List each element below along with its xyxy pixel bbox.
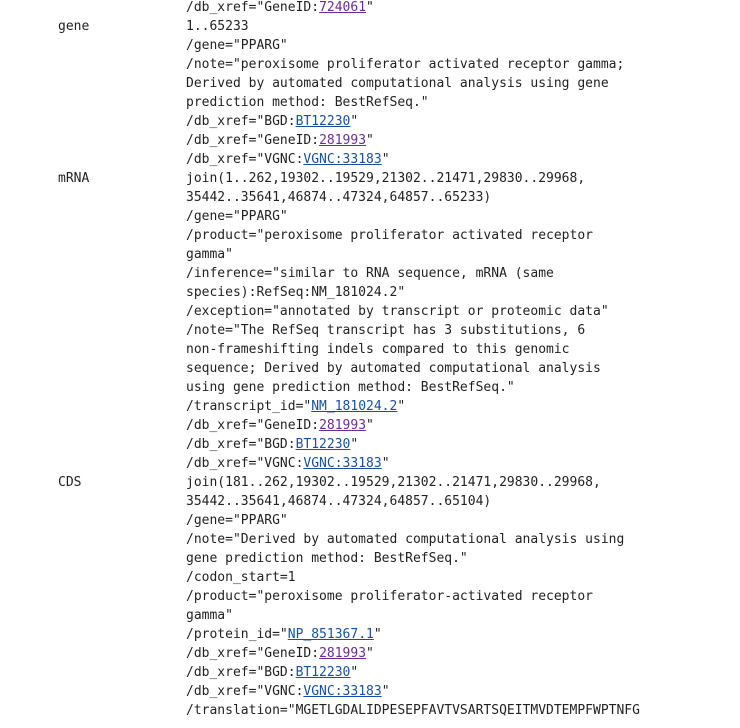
feature-line [0,435,740,454]
feature-line [0,568,740,587]
feature-line [0,55,740,74]
qualifier-value [186,245,233,264]
qualifier-value [186,435,358,454]
qualifier-value [186,454,390,473]
db-xref-link[interactable]: BT12230 [295,114,351,129]
qualifier-text: /gene="PPARG" [186,513,288,528]
feature-line [0,188,740,207]
feature-line [0,644,740,663]
db-xref-link[interactable]: VGNC:33183 [303,152,382,167]
qualifier-value [186,378,515,397]
qualifier-value [186,606,233,625]
feature-line [0,207,740,226]
qualifier-text: " [366,133,374,148]
qualifier-text: /product="peroxisome proliferator activated receptor [186,228,593,243]
db-xref-link[interactable]: NP_851367.1 [287,627,374,642]
qualifier-text: " [381,152,390,167]
db-xref-link[interactable]: NM_181024.2 [311,399,398,414]
qualifier-text: " [350,114,359,129]
qualifier-value [186,74,609,93]
qualifier-value [186,625,382,644]
feature-line [0,359,740,378]
qualifier-text: /exception="annotated by transcript or proteomic data" [186,304,609,319]
qualifier-value [186,359,601,378]
db-xref-link[interactable]: 281993 [319,646,367,661]
qualifier-text: " [373,627,382,642]
qualifier-value [186,340,570,359]
feature-line [0,625,740,644]
qualifier-text: gene prediction method: BestRefSeq." [186,551,468,566]
qualifier-text: " [350,665,359,680]
qualifier-value [186,226,593,245]
db-xref-link[interactable]: BT12230 [295,437,351,452]
qualifier-text: Derived by automated computational analysis using gene [186,76,609,91]
qualifier-text: /db_xref="VGNC: [186,456,304,471]
qualifier-text: /note="Derived by automated computational analysis using [186,532,625,547]
qualifier-text: /translation="MGETLGDALIDPESEPFAVTVSARTSQEITMVDTEMPFWPTNFG [186,703,640,718]
db-xref-link[interactable]: VGNC:33183 [303,456,382,471]
feature-line [0,74,740,93]
qualifier-text: species):RefSeq:NM_181024.2" [186,285,406,300]
qualifier-text: /db_xref="GeneID: [186,646,320,661]
qualifier-text: /gene="PPARG" [186,38,288,53]
feature-line [0,93,740,112]
qualifier-value [186,530,624,549]
qualifier-text: gamma" [186,247,233,262]
feature-line [0,530,740,549]
qualifier-text: using gene prediction method: BestRefSeq." [186,380,515,395]
feature-line [0,549,740,568]
qualifier-text: " [366,418,374,433]
feature-line [0,682,740,701]
feature-key: mRNA [58,171,90,186]
qualifier-value [186,511,288,530]
feature-line [0,511,740,530]
qualifier-text: 1..65233 [186,19,249,34]
qualifier-value [186,663,358,682]
feature-line [0,701,740,720]
qualifier-value [186,682,390,701]
db-xref-link[interactable]: VGNC:33183 [303,684,382,699]
feature-line [0,112,740,131]
feature-line [0,169,740,188]
feature-key: CDS [58,475,82,490]
qualifier-value [186,416,374,435]
qualifier-text: /db_xref="GeneID: [186,0,320,15]
qualifier-text: /gene="PPARG" [186,209,288,224]
feature-line [0,492,740,511]
qualifier-value [186,283,405,302]
feature-line [0,283,740,302]
feature-line [0,378,740,397]
qualifier-value [186,302,609,321]
qualifier-text: join(181..262,19302..19529,21302..21471,29830..29968, [186,475,601,490]
qualifier-value [186,93,429,112]
qualifier-value [186,587,593,606]
qualifier-text: join(1..262,19302..19529,21302..21471,29830..29968, [186,171,586,186]
feature-line [0,17,740,36]
qualifier-text: prediction method: BestRefSeq." [186,95,429,110]
feature-line [0,264,740,283]
qualifier-value [186,188,491,207]
feature-line [0,150,740,169]
qualifier-text: 35442..35641,46874..47324,64857..65104) [186,494,492,509]
qualifier-text: /protein_id=" [186,627,288,642]
qualifier-text: " [381,456,390,471]
feature-line [0,245,740,264]
qualifier-text: /db_xref="BGD: [186,437,296,452]
qualifier-text: /note="peroxisome proliferator activated receptor gamma; [186,57,625,72]
qualifier-value [186,321,585,340]
qualifier-value [186,0,374,17]
qualifier-text: " [397,399,406,414]
feature-line [0,454,740,473]
qualifier-text: /codon_start=1 [186,570,296,585]
feature-line [0,606,740,625]
qualifier-text: /transcript_id=" [186,399,312,414]
qualifier-value [186,568,296,587]
qualifier-value [186,169,585,188]
feature-line [0,321,740,340]
db-xref-link[interactable]: 724061 [319,0,367,15]
qualifier-value [186,55,624,74]
qualifier-text: /db_xref="VGNC: [186,152,304,167]
feature-line [0,397,740,416]
feature-line [0,36,740,55]
qualifier-value [186,644,374,663]
feature-line [0,587,740,606]
db-xref-link[interactable]: 281993 [319,418,367,433]
qualifier-value [186,264,554,283]
feature-line [0,416,740,435]
qualifier-text: sequence; Derived by automated computational analysis [186,361,601,376]
feature-line [0,302,740,321]
feature-line [0,226,740,245]
qualifier-text: /db_xref="GeneID: [186,418,320,433]
qualifier-text: " [366,646,374,661]
qualifier-text: " [381,684,390,699]
qualifier-text: /product="peroxisome proliferator-activated receptor [186,589,593,604]
qualifier-value [186,701,640,720]
qualifier-value [186,549,468,568]
qualifier-text: /db_xref="BGD: [186,665,296,680]
feature-line [0,663,740,682]
db-xref-link[interactable]: BT12230 [295,665,351,680]
qualifier-text: /db_xref="VGNC: [186,684,304,699]
qualifier-value [186,473,601,492]
qualifier-value [186,150,390,169]
qualifier-value [186,36,288,55]
qualifier-text: " [350,437,359,452]
db-xref-link[interactable]: 281993 [319,133,367,148]
feature-line [0,131,740,150]
feature-line [0,473,740,492]
qualifier-text: gamma" [186,608,233,623]
qualifier-text: /note="The RefSeq transcript has 3 substitutions, 6 [186,323,586,338]
feature-line [0,0,740,17]
qualifier-text: " [366,0,374,15]
qualifier-value [186,131,374,150]
qualifier-value [186,397,405,416]
feature-key: gene [58,19,90,34]
qualifier-value [186,207,288,226]
qualifier-text: non-frameshifting indels compared to this genomic [186,342,570,357]
qualifier-value [186,492,491,511]
qualifier-text: /inference="similar to RNA sequence, mRNA (same [186,266,554,281]
qualifier-text: /db_xref="GeneID: [186,133,320,148]
qualifier-value [186,112,358,131]
qualifier-value [186,17,249,36]
qualifier-text: 35442..35641,46874..47324,64857..65233) [186,190,492,205]
qualifier-text: /db_xref="BGD: [186,114,296,129]
feature-line [0,340,740,359]
